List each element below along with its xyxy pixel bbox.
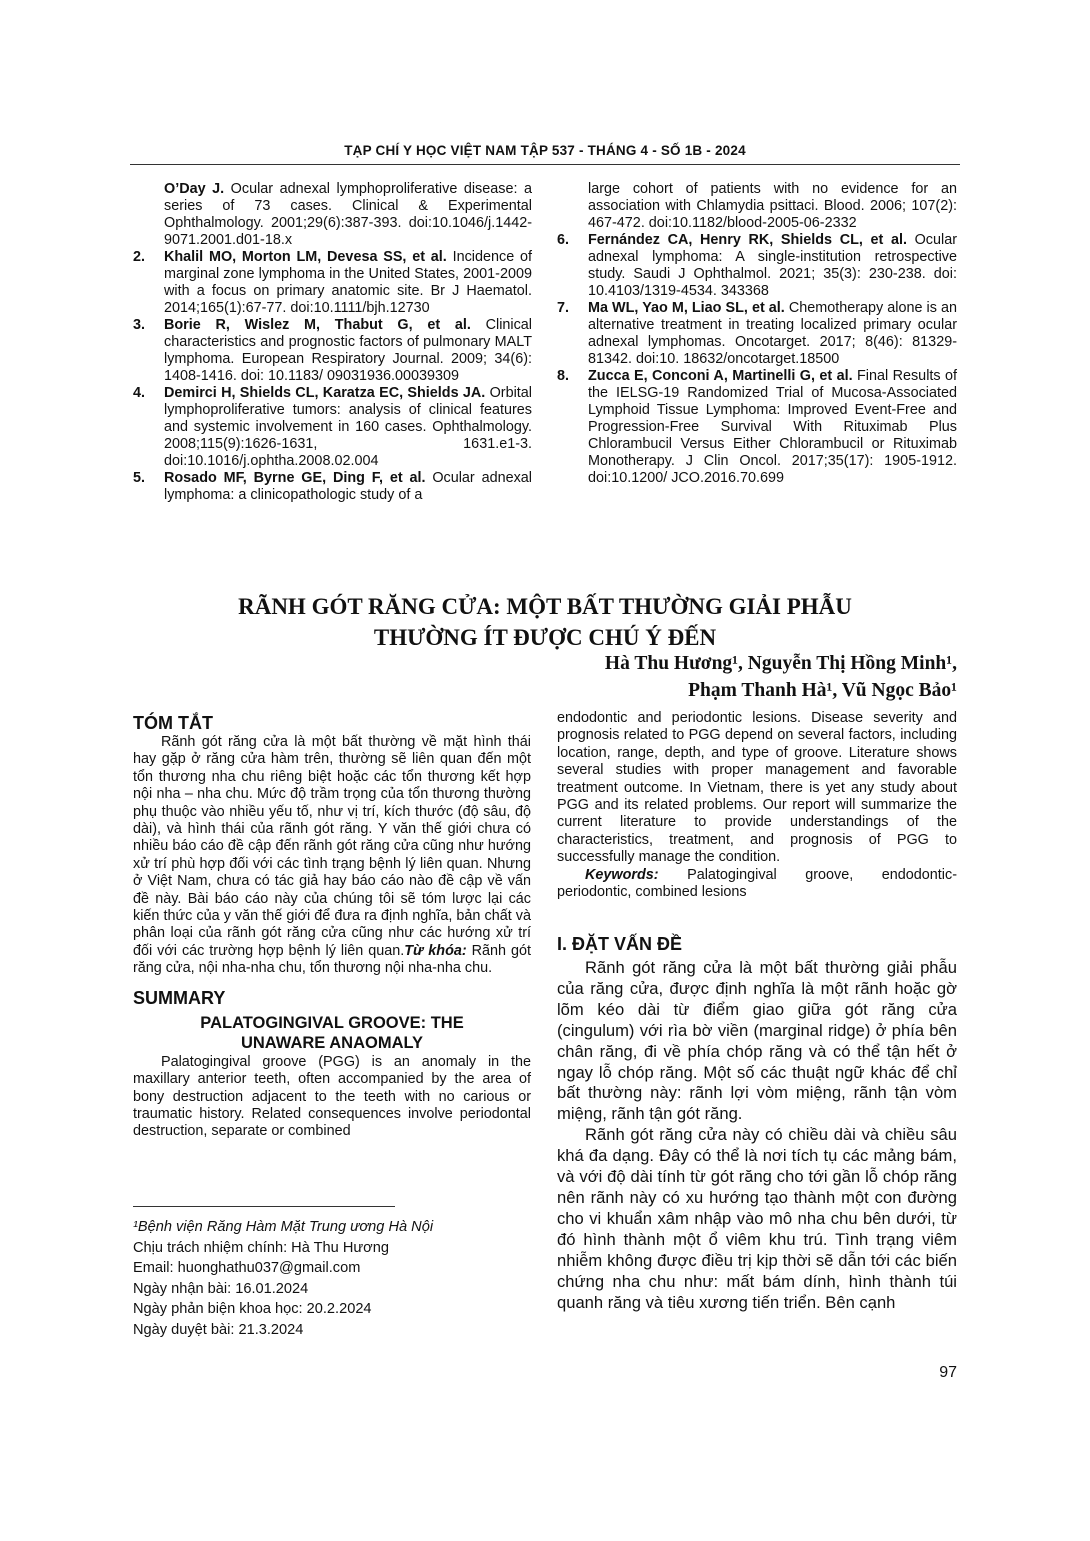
reference-item bbox=[133, 385, 532, 470]
introduction-para2: Rãnh gót răng cửa này có chiều dài và chiều sâu khá đa dạng. Đây có thể là nơi tích tụ các mảng bám, và với độ dài tính từ gót răng cho tới gần lỗ chóp răng nên rãnh này có xu hướng tạo thành một con đường cho vi khuẩn xâm nhập vào mô nha chu bên dưới, từ đó hình thành một ổ viêm khu trú. Tình trạng viêm nhiễm không được điều trị kịp thời sẽ dẫn tới các biến chứng nha chu như: mất bám dính, hình thành túi quanh răng và tiêu xương tiến triển. Bên cạnh bbox=[557, 1125, 957, 1312]
summary-heading: SUMMARY bbox=[133, 987, 226, 1008]
reference-item bbox=[133, 470, 532, 504]
abstract-left-column bbox=[133, 712, 531, 1141]
article-authors bbox=[605, 650, 957, 704]
reference-number: 4. bbox=[133, 385, 146, 401]
reference-text: Clinical characteristics and prognostic factors of pulmonary MALT lymphoma. European Respiratory Journal. 2009; 34(6): 1408-1416. doi: 10.1183/ 09031936.00039309 bbox=[164, 317, 532, 384]
reference-text: Incidence of marginal zone lymphoma in the United States, 2001-2009 with a focus on primary anatomic site. Br J Haematol. 2014;165(1):67-77. doi:10.1111/bjh.12730 bbox=[164, 249, 532, 316]
keywords-en-label: Keywords: bbox=[585, 866, 659, 883]
reference-number: 3. bbox=[133, 317, 146, 333]
article-title-line2: THƯỜNG ÍT ĐƯỢC CHÚ Ý ĐẾN bbox=[373, 625, 717, 650]
reference-authors: O’Day J. bbox=[164, 181, 225, 197]
summary-text-left: Palatogingival groove (PGG) is an anomaly in the maxillary anterior teeth, often accompanied by the area of bony destruction adjacent to the teeth with no carious or traumatic history. Related consequences involve periodontal destruction, separate or combined bbox=[133, 1053, 531, 1140]
reference-authors: Ma WL, Yao M, Liao SL, et al. bbox=[588, 300, 785, 316]
footnote-accepted: Ngày duyệt bài: 21.3.2024 bbox=[133, 1321, 304, 1338]
abstract-heading: TÓM TẮT bbox=[133, 713, 213, 733]
footnote-received: Ngày nhận bài: 16.01.2024 bbox=[133, 1280, 309, 1297]
footnote-reviewed: Ngày phản biện khoa học: 20.2.2024 bbox=[133, 1301, 372, 1317]
reference-number: 2. bbox=[133, 249, 146, 265]
summary-title bbox=[133, 1013, 531, 1053]
reference-item bbox=[557, 368, 957, 487]
reference-authors: Khalil MO, Morton LM, Devesa SS, et al. bbox=[164, 249, 447, 265]
footnote-rule bbox=[133, 1206, 395, 1207]
reference-authors: Rosado MF, Byrne GE, Ding F, et al. bbox=[164, 470, 426, 486]
references-left-column bbox=[133, 181, 532, 504]
summary-text-right: endodontic and periodontic lesions. Disease severity and prognosis related to PGG depend on several factors, including location, range, depth, and type of groove. Literature shows several studies with proper management and favorable treatment outcome. In Vietnam, there is yet any study about PGG and its related problems. Our report will summarize the current literature to provide understandings of the characteristics, treatment, and prognosis of PGG to successfully manage the condition. bbox=[557, 710, 957, 866]
introduction-section bbox=[557, 933, 957, 1313]
reference-item bbox=[557, 181, 957, 232]
reference-number: 7. bbox=[557, 300, 570, 316]
abstract-right-column bbox=[557, 710, 957, 901]
reference-item bbox=[133, 317, 532, 385]
article-title bbox=[133, 591, 957, 653]
footnote-affiliation: ¹Bệnh viện Răng Hàm Mặt Trung ương Hà Nội bbox=[133, 1219, 434, 1235]
reference-authors: Borie R, Wislez M, Thabut G, et al. bbox=[164, 317, 471, 333]
footnote-responsible: Chịu trách nhiệm chính: Hà Thu Hương bbox=[133, 1239, 389, 1256]
authors-line2: Phạm Thanh Hà¹, Vũ Ngọc Bảo¹ bbox=[688, 680, 957, 701]
reference-item bbox=[557, 300, 957, 368]
keywords-vi-label: Từ khóa: bbox=[404, 942, 467, 959]
keywords-vi: Rãnh gót răng cửa, nội nha-nha chu, tổn thương nội nha-nha chu. bbox=[133, 942, 531, 977]
introduction-para1: Rãnh gót răng cửa là một bất thường giải phẫu của răng cửa, được định nghĩa là một rãnh hoặc gờ lõm kéo dài từ điểm giao giữa gót răng cửa (cingulum) với rìa bờ viền (marginal ridge) ở phía bên chân răng, đi về phía chóp răng và có thể tận hết ở ngay lỗ chóp răng. Một số các thuật ngữ khác để chỉ bất thường này: rãnh lợi vòm miệng, rãnh tận vòm miệng, rãnh tận gót răng. bbox=[557, 958, 957, 1124]
summary-title-line1: PALATOGINGIVAL GROOVE: THE bbox=[200, 1013, 464, 1032]
references-right-column bbox=[557, 181, 957, 487]
reference-text: large cohort of patients with no evidence for an association with Chlamydia psittaci. Blood. 2006; 107(2): 467-472. doi:10.1182/blood-2005-06-2332 bbox=[588, 181, 957, 231]
header-rule bbox=[130, 164, 960, 165]
reference-authors: Demirci H, Shields CL, Karatza EC, Shields JA. bbox=[164, 385, 486, 401]
footnotes bbox=[133, 1217, 533, 1340]
reference-text: Ocular adnexal lymphoma: A single-institution retrospective study. Saudi J Ophthalmol. 2021; 35(3): 230-238. doi: 10.4103/1319-4534. 343368 bbox=[588, 232, 957, 299]
reference-text: Ocular adnexal lymphoproliferative disease: a series of 73 cases. Clinical & Experimental Ophthalmology. 2001;29(6):387-393. doi:10.1046/j.1442-9071.2001.d01-18.x bbox=[164, 181, 532, 248]
reference-text: Orbital lymphoproliferative tumors: analysis of clinical features and systemic involvement in 160 cases. Ophthalmology. 2008;115(9):1626-1631, 1631.e1-3. doi:10.1016/j.ophtha.2008.02.004 bbox=[164, 385, 532, 469]
reference-text: Chemotherapy alone is an alternative treatment in treating localized primary ocular adnexal lymphomas. Oncotarget. 2017; 8(46): 81329-81342. doi:10. 18632/oncotarget.18500 bbox=[588, 300, 957, 367]
reference-item bbox=[557, 232, 957, 300]
authors-line1: Hà Thu Hương¹, Nguyễn Thị Hồng Minh¹, bbox=[604, 653, 957, 674]
reference-text: Ocular adnexal lymphoma: a clinicopathologic study of a bbox=[164, 470, 532, 503]
introduction-heading: I. ĐẶT VẤN ĐỀ bbox=[557, 934, 683, 954]
abstract-vi-body: Rãnh gót răng cửa là một bất thường về mặt hình thái hay gặp ở răng cửa hàm trên, thường sẽ liên quan đến một tổn thương nha chu riêng biệt hoặc các tổn thương kết hợp nội nha – nha chu. Mức độ trầm trọng của tổn thương thường phụ thuộc vào nhiều yếu tố, như vị trí, kích thước (độ sâu, độ dài), và hình thái của rãnh gót răng. Y văn thế giới chưa có nhiều báo cáo đề cập đến rãnh gót răng cửa cũng như hướng xử trí phù hợp đối với các tình trạng bệnh lý liên quan. Nhưng ở Việt Nam, chưa có tác giả hay báo cáo nào đề cập về vấn đề này. Bài báo cáo này của chúng tôi sẽ tóm lược lại các kiến thức của y văn thế giới để đưa ra định nghĩa, bản chất và phân loại của rãnh gót răng cửa cũng như các hướng xử trí đối với các trường hợp bệnh lý liên quan. bbox=[133, 734, 531, 959]
reference-authors: Fernández CA, Henry RK, Shields CL, et al. bbox=[588, 232, 907, 248]
reference-authors: Zucca E, Conconi A, Martinelli G, et al. bbox=[588, 368, 853, 384]
article-title-line1: RÃNH GÓT RĂNG CỬA: MỘT BẤT THƯỜNG GIẢI PHẪU bbox=[238, 594, 852, 619]
reference-number: 8. bbox=[557, 368, 570, 384]
page-number: 97 bbox=[939, 1364, 957, 1381]
summary-title-line2: UNAWARE ANAOMALY bbox=[240, 1033, 424, 1052]
keywords-en-text: Palatogingival groove, endodontic-periodontic, combined lesions bbox=[557, 866, 957, 901]
reference-item bbox=[133, 181, 532, 249]
abstract-vi-text bbox=[133, 734, 531, 978]
footnote-email: Email: huonghathu037@gmail.com bbox=[133, 1260, 361, 1276]
reference-number: 6. bbox=[557, 232, 570, 248]
journal-header: TẠP CHÍ Y HỌC VIỆT NAM TẬP 537 - THÁNG 4 - SỐ 1B - 2024 bbox=[344, 143, 746, 158]
reference-item bbox=[133, 249, 532, 317]
reference-text: Final Results of the IELSG-19 Randomized Trial of Mucosa-Associated Lymphoid Tissue Lymphoma: Improved Event-Free and Progression-Free Survival With Rituximab Plus Chlorambucil Versus Either Chlorambucil or Rituximab Monotherapy. J Clin Oncol. 2017;35(17): 1905-1912. doi:10.1200/ JCO.2016.70.699 bbox=[588, 368, 957, 486]
keywords-en bbox=[557, 867, 957, 902]
reference-number: 5. bbox=[133, 470, 146, 486]
